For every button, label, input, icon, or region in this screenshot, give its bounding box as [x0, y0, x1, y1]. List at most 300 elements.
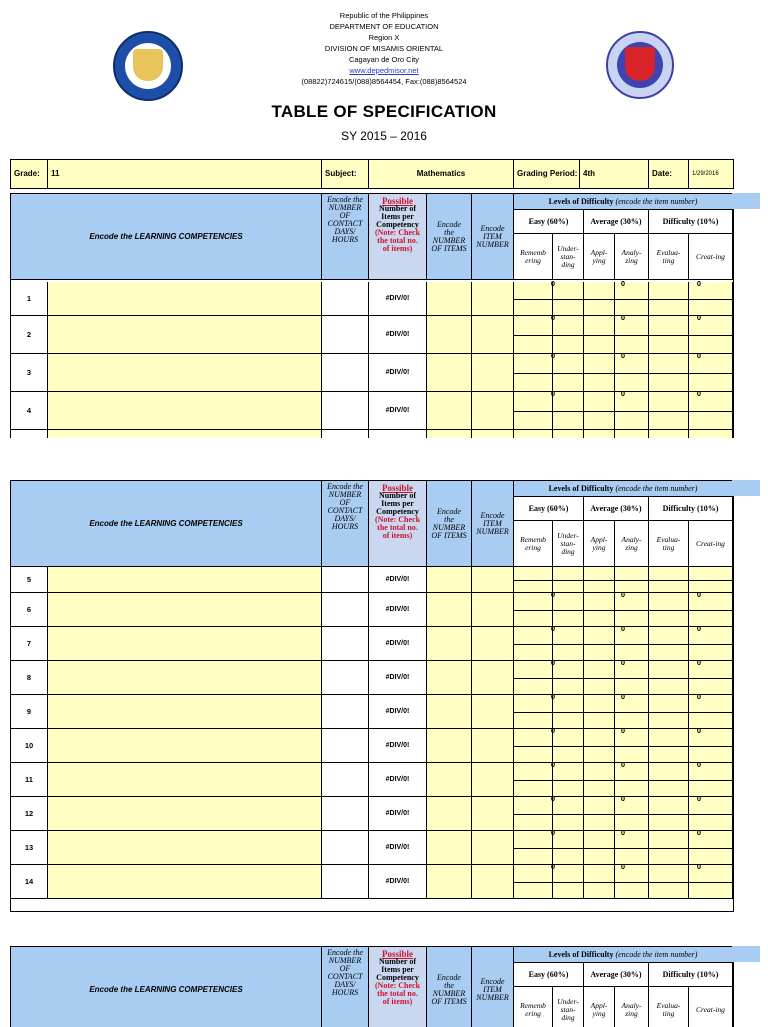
cell-divider	[553, 373, 583, 374]
cell-divider	[615, 411, 648, 412]
possible-items-header	[369, 481, 427, 567]
competencies-header: Encode the LEARNING COMPETENCIES	[11, 481, 322, 567]
partial-cell	[427, 430, 472, 438]
cell-divider	[553, 746, 583, 747]
creating-header: Creat-ing	[689, 234, 733, 280]
level-cell[interactable]	[649, 729, 689, 763]
level-cell[interactable]	[649, 282, 689, 316]
level-cell[interactable]	[584, 661, 615, 695]
num-items-cell[interactable]	[427, 797, 472, 831]
partial-cell	[472, 430, 514, 438]
cell-divider	[584, 746, 614, 747]
competency-cell[interactable]	[48, 316, 322, 354]
level-cell[interactable]	[584, 627, 615, 661]
cell-divider	[584, 299, 614, 300]
possible-note: (Note: Check the total no. of items)	[374, 981, 421, 1006]
cell-divider	[553, 814, 583, 815]
item-number-header: Encode ITEM NUMBER	[472, 947, 514, 1027]
num-items-cell[interactable]	[427, 567, 472, 593]
cell-divider	[584, 678, 614, 679]
cell-divider	[514, 882, 552, 883]
cell-divider	[584, 335, 614, 336]
possible-items-cell: #DIV/0!	[369, 661, 427, 695]
applying-header: Appl- ying	[584, 987, 615, 1027]
level-cell[interactable]	[584, 695, 615, 729]
competencies-header: Encode the LEARNING COMPETENCIES	[11, 194, 322, 280]
table-row	[11, 313, 733, 354]
cell-divider	[649, 678, 688, 679]
possible-items-header	[369, 947, 427, 1027]
competency-cell[interactable]	[48, 392, 322, 430]
item-number-cell[interactable]	[472, 763, 514, 797]
levels-title: Levels of Difficulty	[548, 197, 616, 206]
row-number: 14	[11, 865, 48, 899]
level-cell[interactable]	[584, 316, 615, 354]
level-total: 0	[620, 862, 626, 871]
average-header: Average (30%)	[584, 497, 649, 521]
level-total: 0	[620, 279, 626, 288]
contact-hours-cell[interactable]	[322, 627, 369, 661]
subject-label: Subject:	[322, 160, 369, 188]
level-cell[interactable]	[649, 567, 689, 593]
level-cell[interactable]	[584, 865, 615, 899]
item-number-cell[interactable]	[472, 627, 514, 661]
cell-divider	[514, 814, 552, 815]
contact-hours-header: Encode the NUMBER OF CONTACT DAYS/ HOURS	[322, 194, 369, 280]
competency-cell[interactable]	[48, 627, 322, 661]
competency-cell[interactable]	[48, 831, 322, 865]
cell-divider	[649, 848, 688, 849]
school-year: SY 2015 – 2016	[341, 129, 427, 143]
table-row	[11, 590, 733, 627]
row-number: 8	[11, 661, 48, 695]
level-total: 0	[696, 389, 702, 398]
cell-divider	[615, 335, 648, 336]
level-total: 0	[620, 590, 626, 599]
cell-divider	[584, 580, 614, 581]
spec-table-1	[10, 193, 734, 438]
cell-divider	[689, 411, 732, 412]
level-total: 0	[620, 351, 626, 360]
possible-items-cell: #DIV/0!	[369, 865, 427, 899]
cell-divider	[553, 678, 583, 679]
level-total: 0	[550, 351, 556, 360]
level-cell[interactable]	[649, 593, 689, 627]
item-number-header: Encode ITEM NUMBER	[472, 194, 514, 280]
grade-label: Grade:	[11, 160, 48, 188]
cell-divider	[615, 299, 648, 300]
item-number-cell[interactable]	[472, 797, 514, 831]
cell-divider	[553, 411, 583, 412]
levels-note: (encode the item number)	[615, 950, 698, 959]
contact-hours-cell[interactable]	[322, 282, 369, 316]
level-cell[interactable]	[649, 627, 689, 661]
level-cell[interactable]	[553, 567, 584, 593]
level-cell[interactable]	[649, 763, 689, 797]
item-number-cell[interactable]	[472, 392, 514, 430]
date-value[interactable]: 1/29/2016	[692, 171, 719, 177]
level-cell[interactable]	[584, 763, 615, 797]
cell-divider	[514, 299, 552, 300]
competency-cell[interactable]	[48, 354, 322, 392]
level-total: 0	[550, 726, 556, 735]
level-cell[interactable]	[649, 865, 689, 899]
cell-divider	[584, 780, 614, 781]
cell-divider	[689, 373, 732, 374]
cell-divider	[689, 610, 732, 611]
cell-divider	[514, 335, 552, 336]
contact-hours-cell[interactable]	[322, 865, 369, 899]
info-bar	[10, 159, 734, 189]
level-cell[interactable]	[649, 354, 689, 392]
num-items-cell[interactable]	[427, 593, 472, 627]
level-cell[interactable]	[584, 392, 615, 430]
partial-cell	[553, 430, 584, 438]
level-total: 0	[620, 794, 626, 803]
table-header	[11, 947, 733, 1027]
contact-hours-cell[interactable]	[322, 392, 369, 430]
possible-title: Possible	[381, 483, 413, 493]
evaluating-header: Evalua- ting	[649, 987, 689, 1027]
partial-cell	[322, 430, 369, 438]
contact-hours-cell[interactable]	[322, 695, 369, 729]
table-row	[11, 624, 733, 661]
level-cell[interactable]	[689, 567, 733, 593]
average-header: Average (30%)	[584, 210, 649, 234]
levels-note: (encode the item number)	[615, 484, 698, 493]
level-cell[interactable]	[584, 354, 615, 392]
level-total: 0	[696, 624, 702, 633]
evaluating-header: Evalua- ting	[649, 521, 689, 567]
num-items-cell[interactable]	[427, 392, 472, 430]
table-header	[11, 481, 733, 567]
average-header: Average (30%)	[584, 963, 649, 987]
cell-divider	[584, 712, 614, 713]
contact-line: (08822)724615/(088)8564454, Fax:(088)8564524	[301, 77, 467, 86]
competency-cell[interactable]	[48, 865, 322, 899]
item-number-cell[interactable]	[472, 593, 514, 627]
level-total: 0	[550, 279, 556, 288]
competency-cell[interactable]	[48, 797, 322, 831]
contact-hours-header: Encode the NUMBER OF CONTACT DAYS/ HOURS	[322, 947, 369, 1027]
level-total: 0	[550, 658, 556, 667]
table-row	[11, 279, 733, 316]
num-items-header: Encode the NUMBER OF ITEMS	[427, 947, 472, 1027]
cell-divider	[615, 580, 648, 581]
table-row	[11, 760, 733, 797]
contact-hours-cell[interactable]	[322, 316, 369, 354]
difficulty-header: Difficulty (10%)	[649, 963, 733, 987]
num-items-cell[interactable]	[427, 695, 472, 729]
possible-note: (Note: Check the total no. of items)	[374, 515, 421, 540]
cell-divider	[689, 780, 732, 781]
easy-header: Easy (60%)	[514, 963, 584, 987]
cell-divider	[514, 712, 552, 713]
possible-items-cell: #DIV/0!	[369, 354, 427, 392]
cell-divider	[514, 610, 552, 611]
cell-divider	[649, 411, 688, 412]
level-cell[interactable]	[649, 392, 689, 430]
cell-divider	[615, 882, 648, 883]
table-header	[11, 194, 733, 280]
num-items-cell[interactable]	[427, 354, 472, 392]
possible-items-cell: #DIV/0!	[369, 695, 427, 729]
table-row	[11, 658, 733, 695]
level-total: 0	[550, 624, 556, 633]
partial-cell	[48, 430, 322, 438]
level-total: 0	[620, 726, 626, 735]
easy-header: Easy (60%)	[514, 210, 584, 234]
level-total: 0	[696, 313, 702, 322]
possible-items-cell: #DIV/0!	[369, 392, 427, 430]
item-number-header: Encode ITEM NUMBER	[472, 481, 514, 567]
creating-header: Creat-ing	[689, 987, 733, 1027]
possible-items-cell: #DIV/0!	[369, 729, 427, 763]
cell-divider	[514, 848, 552, 849]
num-items-header: Encode the NUMBER OF ITEMS	[427, 194, 472, 280]
contact-hours-cell[interactable]	[322, 831, 369, 865]
item-number-cell[interactable]	[472, 831, 514, 865]
row-number: 13	[11, 831, 48, 865]
competency-cell[interactable]	[48, 695, 322, 729]
partial-cell	[514, 430, 553, 438]
cell-divider	[514, 644, 552, 645]
cell-divider	[615, 678, 648, 679]
cell-divider	[615, 644, 648, 645]
cell-divider	[584, 411, 614, 412]
contact-hours-cell[interactable]	[322, 763, 369, 797]
level-total: 0	[696, 726, 702, 735]
item-number-cell[interactable]	[472, 354, 514, 392]
possible-items-cell: #DIV/0!	[369, 797, 427, 831]
partial-cell	[11, 430, 48, 438]
republic-line: Republic of the Philippines	[339, 11, 429, 20]
contact-hours-cell[interactable]	[322, 567, 369, 593]
item-number-cell[interactable]	[472, 865, 514, 899]
item-number-cell[interactable]	[472, 567, 514, 593]
spec-table-3	[10, 946, 734, 1027]
row-number: 6	[11, 593, 48, 627]
applying-header: Appl- ying	[584, 234, 615, 280]
partial-cell	[584, 430, 615, 438]
cell-divider	[649, 335, 688, 336]
contact-hours-cell[interactable]	[322, 593, 369, 627]
level-total: 0	[696, 794, 702, 803]
level-cell[interactable]	[514, 567, 553, 593]
kagawaran-seal-icon	[606, 31, 674, 99]
cell-divider	[553, 712, 583, 713]
cell-divider	[553, 644, 583, 645]
levels-title: Levels of Difficulty	[548, 484, 616, 493]
level-total: 0	[620, 658, 626, 667]
item-number-cell[interactable]	[472, 661, 514, 695]
cell-divider	[689, 644, 732, 645]
level-cell[interactable]	[584, 797, 615, 831]
level-total: 0	[696, 351, 702, 360]
table-row	[11, 794, 733, 831]
cell-divider	[553, 780, 583, 781]
understanding-header: Under- stan- ding	[553, 987, 584, 1027]
level-cell[interactable]	[584, 729, 615, 763]
level-cell[interactable]	[649, 661, 689, 695]
row-number: 11	[11, 763, 48, 797]
division-line: DIVISION OF MISAMIS ORIENTAL	[324, 44, 444, 53]
level-cell[interactable]	[649, 695, 689, 729]
levels-of-difficulty-header	[514, 194, 733, 210]
row-number: 7	[11, 627, 48, 661]
levels-title: Levels of Difficulty	[548, 950, 616, 959]
table-row	[11, 862, 733, 899]
competency-cell[interactable]	[48, 661, 322, 695]
cell-divider	[615, 814, 648, 815]
table-row	[11, 726, 733, 763]
contact-hours-cell[interactable]	[322, 729, 369, 763]
cell-divider	[649, 746, 688, 747]
table-row	[11, 389, 733, 430]
level-total: 0	[620, 760, 626, 769]
cell-divider	[689, 580, 732, 581]
cell-divider	[553, 299, 583, 300]
period-label: Grading Period:	[514, 160, 580, 188]
analyzing-header: Analy- zing	[615, 521, 649, 567]
cell-divider	[615, 746, 648, 747]
competency-cell[interactable]	[48, 729, 322, 763]
num-items-cell[interactable]	[427, 282, 472, 316]
cell-divider	[514, 580, 552, 581]
num-items-cell[interactable]	[427, 729, 472, 763]
possible-body: Number of Items per Competency	[376, 491, 419, 516]
deped-seal-icon	[113, 31, 183, 101]
period-value[interactable]: 4th	[580, 160, 649, 188]
level-total: 0	[550, 794, 556, 803]
num-items-cell[interactable]	[427, 627, 472, 661]
cell-divider	[649, 814, 688, 815]
level-cell[interactable]	[649, 797, 689, 831]
cell-divider	[689, 712, 732, 713]
analyzing-header: Analy- zing	[615, 234, 649, 280]
remembering-header: Rememb ering	[514, 234, 553, 280]
level-total: 0	[696, 828, 702, 837]
level-total: 0	[696, 862, 702, 871]
cell-divider	[514, 780, 552, 781]
possible-items-cell: #DIV/0!	[369, 831, 427, 865]
cell-divider	[584, 610, 614, 611]
evaluating-header: Evalua- ting	[649, 234, 689, 280]
table-row	[11, 828, 733, 865]
cell-divider	[689, 299, 732, 300]
row-number: 2	[11, 316, 48, 354]
region-line: Region X	[368, 33, 400, 42]
level-cell[interactable]	[584, 282, 615, 316]
levels-of-difficulty-header	[514, 481, 733, 497]
cell-divider	[584, 848, 614, 849]
spec-table-2	[10, 480, 734, 912]
cell-divider	[689, 814, 732, 815]
website-link[interactable]: www.depedmisor.net	[349, 66, 419, 75]
analyzing-header: Analy- zing	[615, 987, 649, 1027]
cell-divider	[689, 882, 732, 883]
item-number-cell[interactable]	[472, 695, 514, 729]
cell-divider	[615, 848, 648, 849]
level-cell[interactable]	[584, 593, 615, 627]
competency-cell[interactable]	[48, 567, 322, 593]
competencies-header: Encode the LEARNING COMPETENCIES	[11, 947, 322, 1027]
table-row-partial	[11, 430, 733, 438]
cell-divider	[584, 373, 614, 374]
level-total: 0	[550, 760, 556, 769]
remembering-header: Rememb ering	[514, 521, 553, 567]
contact-hours-cell[interactable]	[322, 354, 369, 392]
difficulty-header: Difficulty (10%)	[649, 497, 733, 521]
item-number-cell[interactable]	[472, 316, 514, 354]
difficulty-header: Difficulty (10%)	[649, 210, 733, 234]
num-items-cell[interactable]	[427, 316, 472, 354]
header-extension	[732, 193, 760, 209]
possible-title: Possible	[381, 949, 413, 959]
cell-divider	[553, 848, 583, 849]
cell-divider	[649, 712, 688, 713]
num-items-cell[interactable]	[427, 661, 472, 695]
level-total: 0	[696, 590, 702, 599]
num-items-cell[interactable]	[427, 831, 472, 865]
num-items-cell[interactable]	[427, 763, 472, 797]
row-number: 1	[11, 282, 48, 316]
cell-divider	[584, 882, 614, 883]
item-number-cell[interactable]	[472, 282, 514, 316]
cell-divider	[514, 411, 552, 412]
competency-cell[interactable]	[48, 593, 322, 627]
contact-hours-cell[interactable]	[322, 797, 369, 831]
level-cell[interactable]	[649, 316, 689, 354]
partial-cell	[689, 430, 733, 438]
date-label: Date:	[649, 160, 689, 188]
subject-value[interactable]: Mathematics	[369, 160, 514, 188]
level-cell[interactable]	[584, 567, 615, 593]
cell-divider	[553, 882, 583, 883]
partial-cell	[649, 430, 689, 438]
level-total: 0	[696, 279, 702, 288]
competency-cell[interactable]	[48, 282, 322, 316]
num-items-cell[interactable]	[427, 865, 472, 899]
possible-title: Possible	[381, 196, 413, 206]
contact-hours-cell[interactable]	[322, 661, 369, 695]
possible-items-cell: #DIV/0!	[369, 593, 427, 627]
row-number: 4	[11, 392, 48, 430]
cell-divider	[514, 373, 552, 374]
row-number: 5	[11, 567, 48, 593]
header-extension	[732, 480, 760, 496]
possible-body: Number of Items per Competency	[376, 957, 419, 982]
item-number-cell[interactable]	[472, 729, 514, 763]
level-cell[interactable]	[584, 831, 615, 865]
possible-items-cell: #DIV/0!	[369, 763, 427, 797]
table-row	[11, 351, 733, 392]
cell-divider	[514, 746, 552, 747]
creating-header: Creat-ing	[689, 521, 733, 567]
row-number: 9	[11, 695, 48, 729]
understanding-header: Under- stan- ding	[553, 234, 584, 280]
level-cell[interactable]	[649, 831, 689, 865]
possible-items-cell: #DIV/0!	[369, 316, 427, 354]
partial-cell	[369, 430, 427, 438]
row-number: 10	[11, 729, 48, 763]
cell-divider	[584, 814, 614, 815]
cell-divider	[649, 373, 688, 374]
num-items-header: Encode the NUMBER OF ITEMS	[427, 481, 472, 567]
grade-value[interactable]: 11	[48, 160, 322, 188]
levels-of-difficulty-header	[514, 947, 733, 963]
competency-cell[interactable]	[48, 763, 322, 797]
